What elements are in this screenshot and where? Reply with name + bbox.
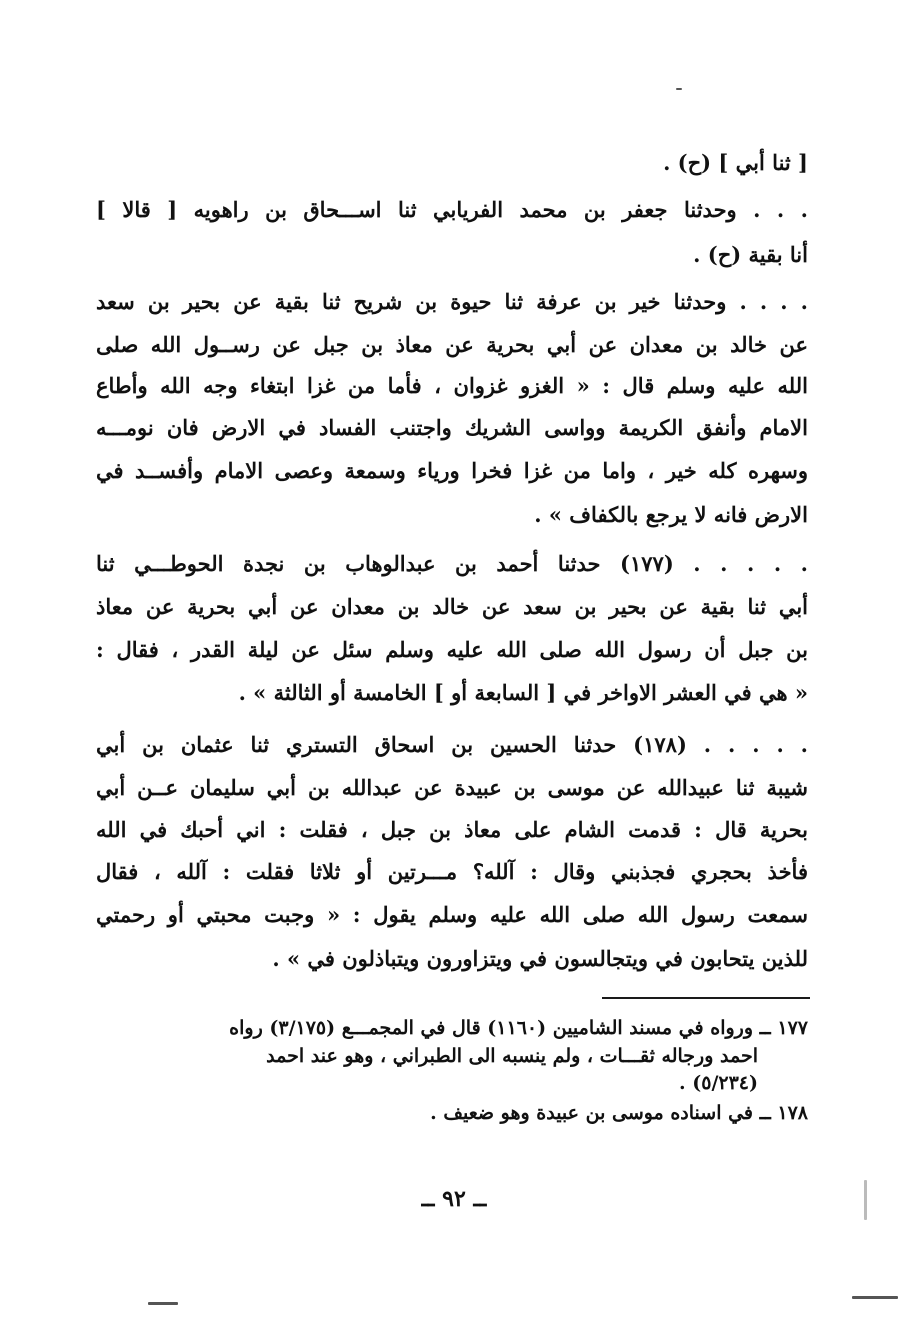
scan-speck (864, 1180, 867, 1220)
text-line-10: . . . . . (١٧٧) حدثنا أحمد بن عبدالوهاب بن نجدة الحوطـــي ثنا (96, 551, 808, 576)
text-line-1: [ ثنا أبي ] (ح) . (663, 150, 808, 175)
text-line-18: سمعت رسول الله صلى الله عليه وسلم يقول : « وجبت محبتي أو رحمتي (96, 902, 808, 927)
text-line-7: الامام وأنفق الكريمة وواسى الشريك واجتنب الفساد في الارض فان نومـــه (96, 415, 808, 440)
text-line-5: عن خالد بن معدان عن أبي بحرية عن معاذ بن جبل عن رســول الله صلى (96, 332, 808, 357)
footnote-177-line-1: ١٧٧ ــ ورواه في مسند الشاميين (١١٦٠) قال في المجمـــع (٣/١٧٥) رواه (229, 1017, 808, 1039)
footnote-divider (602, 997, 810, 999)
text-line-19: للذين يتحابون في ويتجالسون في ويتزاورون ويتباذلون في » . (272, 946, 808, 971)
footnote-177-line-3: (٥/٢٣٤) . (679, 1072, 758, 1094)
scan-speck (852, 1296, 898, 1299)
scan-speck (148, 1302, 178, 1305)
text-line-13: « هي في العشر الاواخر في [ السابعة أو ] الخامسة أو الثالثة » . (238, 680, 808, 705)
text-line-2: . . . وحدثنا جعفر بن محمد الفريابي ثنا اســـحاق بن راهويه [ قالا ] (96, 197, 808, 222)
page-number: ــ ٩٢ ــ (421, 1186, 487, 1212)
text-line-14: . . . . . (١٧٨) حدثنا الحسين بن اسحاق التستري ثنا عثمان بن أبي (96, 732, 808, 757)
text-line-8: وسهره كله خير ، واما من غزا فخرا ورياء وسمعة وعصى الامام وأفســد في (96, 458, 808, 483)
scan-speck (676, 88, 682, 90)
footnote-177-line-2: احمد ورجاله ثقـــات ، ولم ينسبه الى الطبراني ، وهو عند احمد (266, 1045, 758, 1067)
text-line-15: شيبة ثنا عبيدالله عن موسى بن عبيدة عن عبدالله بن أبي سليمان عــن أبي (96, 775, 808, 800)
text-line-4: . . . . وحدثنا خير بن عرفة ثنا حيوة بن شريح ثنا بقية عن بحير بن سعد (96, 289, 808, 314)
text-line-16: بحرية قال : قدمت الشام على معاذ بن جبل ، فقلت : اني أحبك في الله (96, 817, 808, 842)
text-line-6: الله عليه وسلم قال : « الغزو غزوان ، فأما من غزا ابتغاء وجه الله وأطاع (96, 373, 808, 398)
text-line-12: بن جبل أن رسول الله صلى الله عليه وسلم سئل عن ليلة القدر ، فقال : (96, 637, 808, 662)
text-line-11: أبي ثنا بقية عن بحير بن سعد عن خالد بن معدان عن أبي بحرية عن معاذ (96, 594, 808, 619)
text-line-17: فأخذ بحجري فجذبني وقال : آلله؟ مـــرتين أو ثلاثا فقلت : آلله ، فقال (96, 859, 808, 884)
text-line-9: الارض فانه لا يرجع بالكفاف » . (534, 502, 808, 527)
text-line-3: أنا بقية (ح) . (693, 242, 808, 267)
footnote-178: ١٧٨ ــ في اسناده موسى بن عبيدة وهو ضعيف . (430, 1102, 808, 1124)
